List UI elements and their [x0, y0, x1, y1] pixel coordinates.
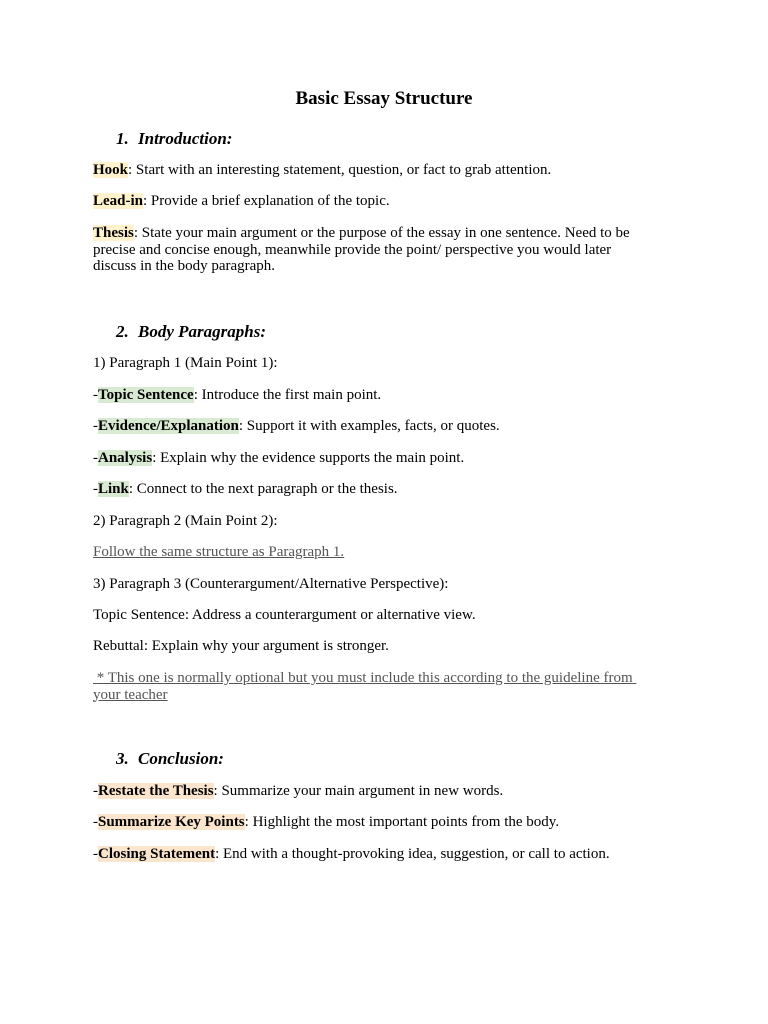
- introduction-number: 1.: [116, 129, 129, 148]
- body-paragraphs-heading: [116, 321, 266, 343]
- conclusion-heading: [116, 748, 224, 770]
- lead-in-line: [93, 193, 663, 210]
- link-term: Link: [98, 481, 129, 497]
- conclusion-heading-text: Conclusion:: [138, 749, 224, 768]
- body-number: 2.: [116, 322, 129, 341]
- hook-term: Hook: [93, 162, 129, 178]
- thesis-term: Thesis: [93, 225, 134, 241]
- lead-in-term: Lead-in: [93, 193, 144, 209]
- restate-term: Restate the Thesis: [98, 783, 214, 799]
- paragraph-3-topic-sentence: Topic Sentence: Address a counterargument or alternative view.: [93, 607, 476, 623]
- summarize-text: : Highlight the most important points from the body.: [244, 814, 560, 830]
- summarize-dash: -: [93, 814, 98, 830]
- thesis-paragraph: [93, 225, 655, 275]
- paragraph-2-note: Follow the same structure as Paragraph 1.: [93, 544, 345, 560]
- link-line: [93, 481, 663, 498]
- closing-statement-line: [93, 846, 663, 863]
- paragraph-1-label: 1) Paragraph 1 (Main Point 1):: [93, 355, 278, 371]
- evidence-term: Evidence/Explanation: [98, 418, 239, 434]
- conclusion-number: 3.: [116, 749, 129, 768]
- evidence-text: : Support it with examples, facts, or quotes.: [238, 418, 500, 434]
- topic-sentence-dash: -: [93, 387, 98, 403]
- hook-text: : Start with an interesting statement, question, or fact to grab attention.: [128, 162, 552, 178]
- closing-term: Closing Statement: [98, 846, 216, 862]
- analysis-line: [93, 450, 663, 467]
- body-heading-text: Body Paragraphs:: [138, 322, 266, 341]
- evidence-line: [93, 418, 663, 435]
- hook-line: [93, 162, 663, 179]
- analysis-term: Analysis: [98, 450, 153, 466]
- closing-text: : End with a thought-provoking idea, suggestion, or call to action.: [215, 846, 610, 862]
- summarize-key-points-line: [93, 814, 663, 831]
- topic-sentence-term: Topic Sentence: [98, 387, 194, 403]
- restate-dash: -: [93, 783, 98, 799]
- lead-in-text: : Provide a brief explanation of the topic.: [143, 193, 390, 209]
- restate-thesis-line: [93, 783, 663, 800]
- paragraph-3-rebuttal: Rebuttal: Explain why your argument is stronger.: [93, 638, 389, 654]
- paragraph-3-label: 3) Paragraph 3 (Counterargument/Alternative Perspective):: [93, 576, 449, 592]
- restate-text: : Summarize your main argument in new words.: [213, 783, 504, 799]
- document-title: Basic Essay Structure: [295, 88, 473, 109]
- paragraph-2-label: 2) Paragraph 2 (Main Point 2):: [93, 513, 278, 529]
- paragraph-3-note: * This one is normally optional but you must include this according to the guideline from your teacher: [93, 670, 637, 703]
- link-dash: -: [93, 481, 98, 497]
- evidence-dash: -: [93, 418, 98, 434]
- thesis-text: : State your main argument or the purpose of the essay in one sentence. Need to be precise and concise enough, meanwhile provide the point/ perspective you would later discuss in the body paragraph.: [93, 225, 630, 274]
- topic-sentence-text: : Introduce the first main point.: [193, 387, 382, 403]
- introduction-heading: [116, 128, 232, 150]
- topic-sentence-line: [93, 387, 663, 404]
- analysis-dash: -: [93, 450, 98, 466]
- analysis-text: : Explain why the evidence supports the main point.: [152, 450, 465, 466]
- link-text: : Connect to the next paragraph or the thesis.: [128, 481, 398, 497]
- summarize-term: Summarize Key Points: [98, 814, 245, 830]
- introduction-heading-text: Introduction:: [138, 129, 233, 148]
- closing-dash: -: [93, 846, 98, 862]
